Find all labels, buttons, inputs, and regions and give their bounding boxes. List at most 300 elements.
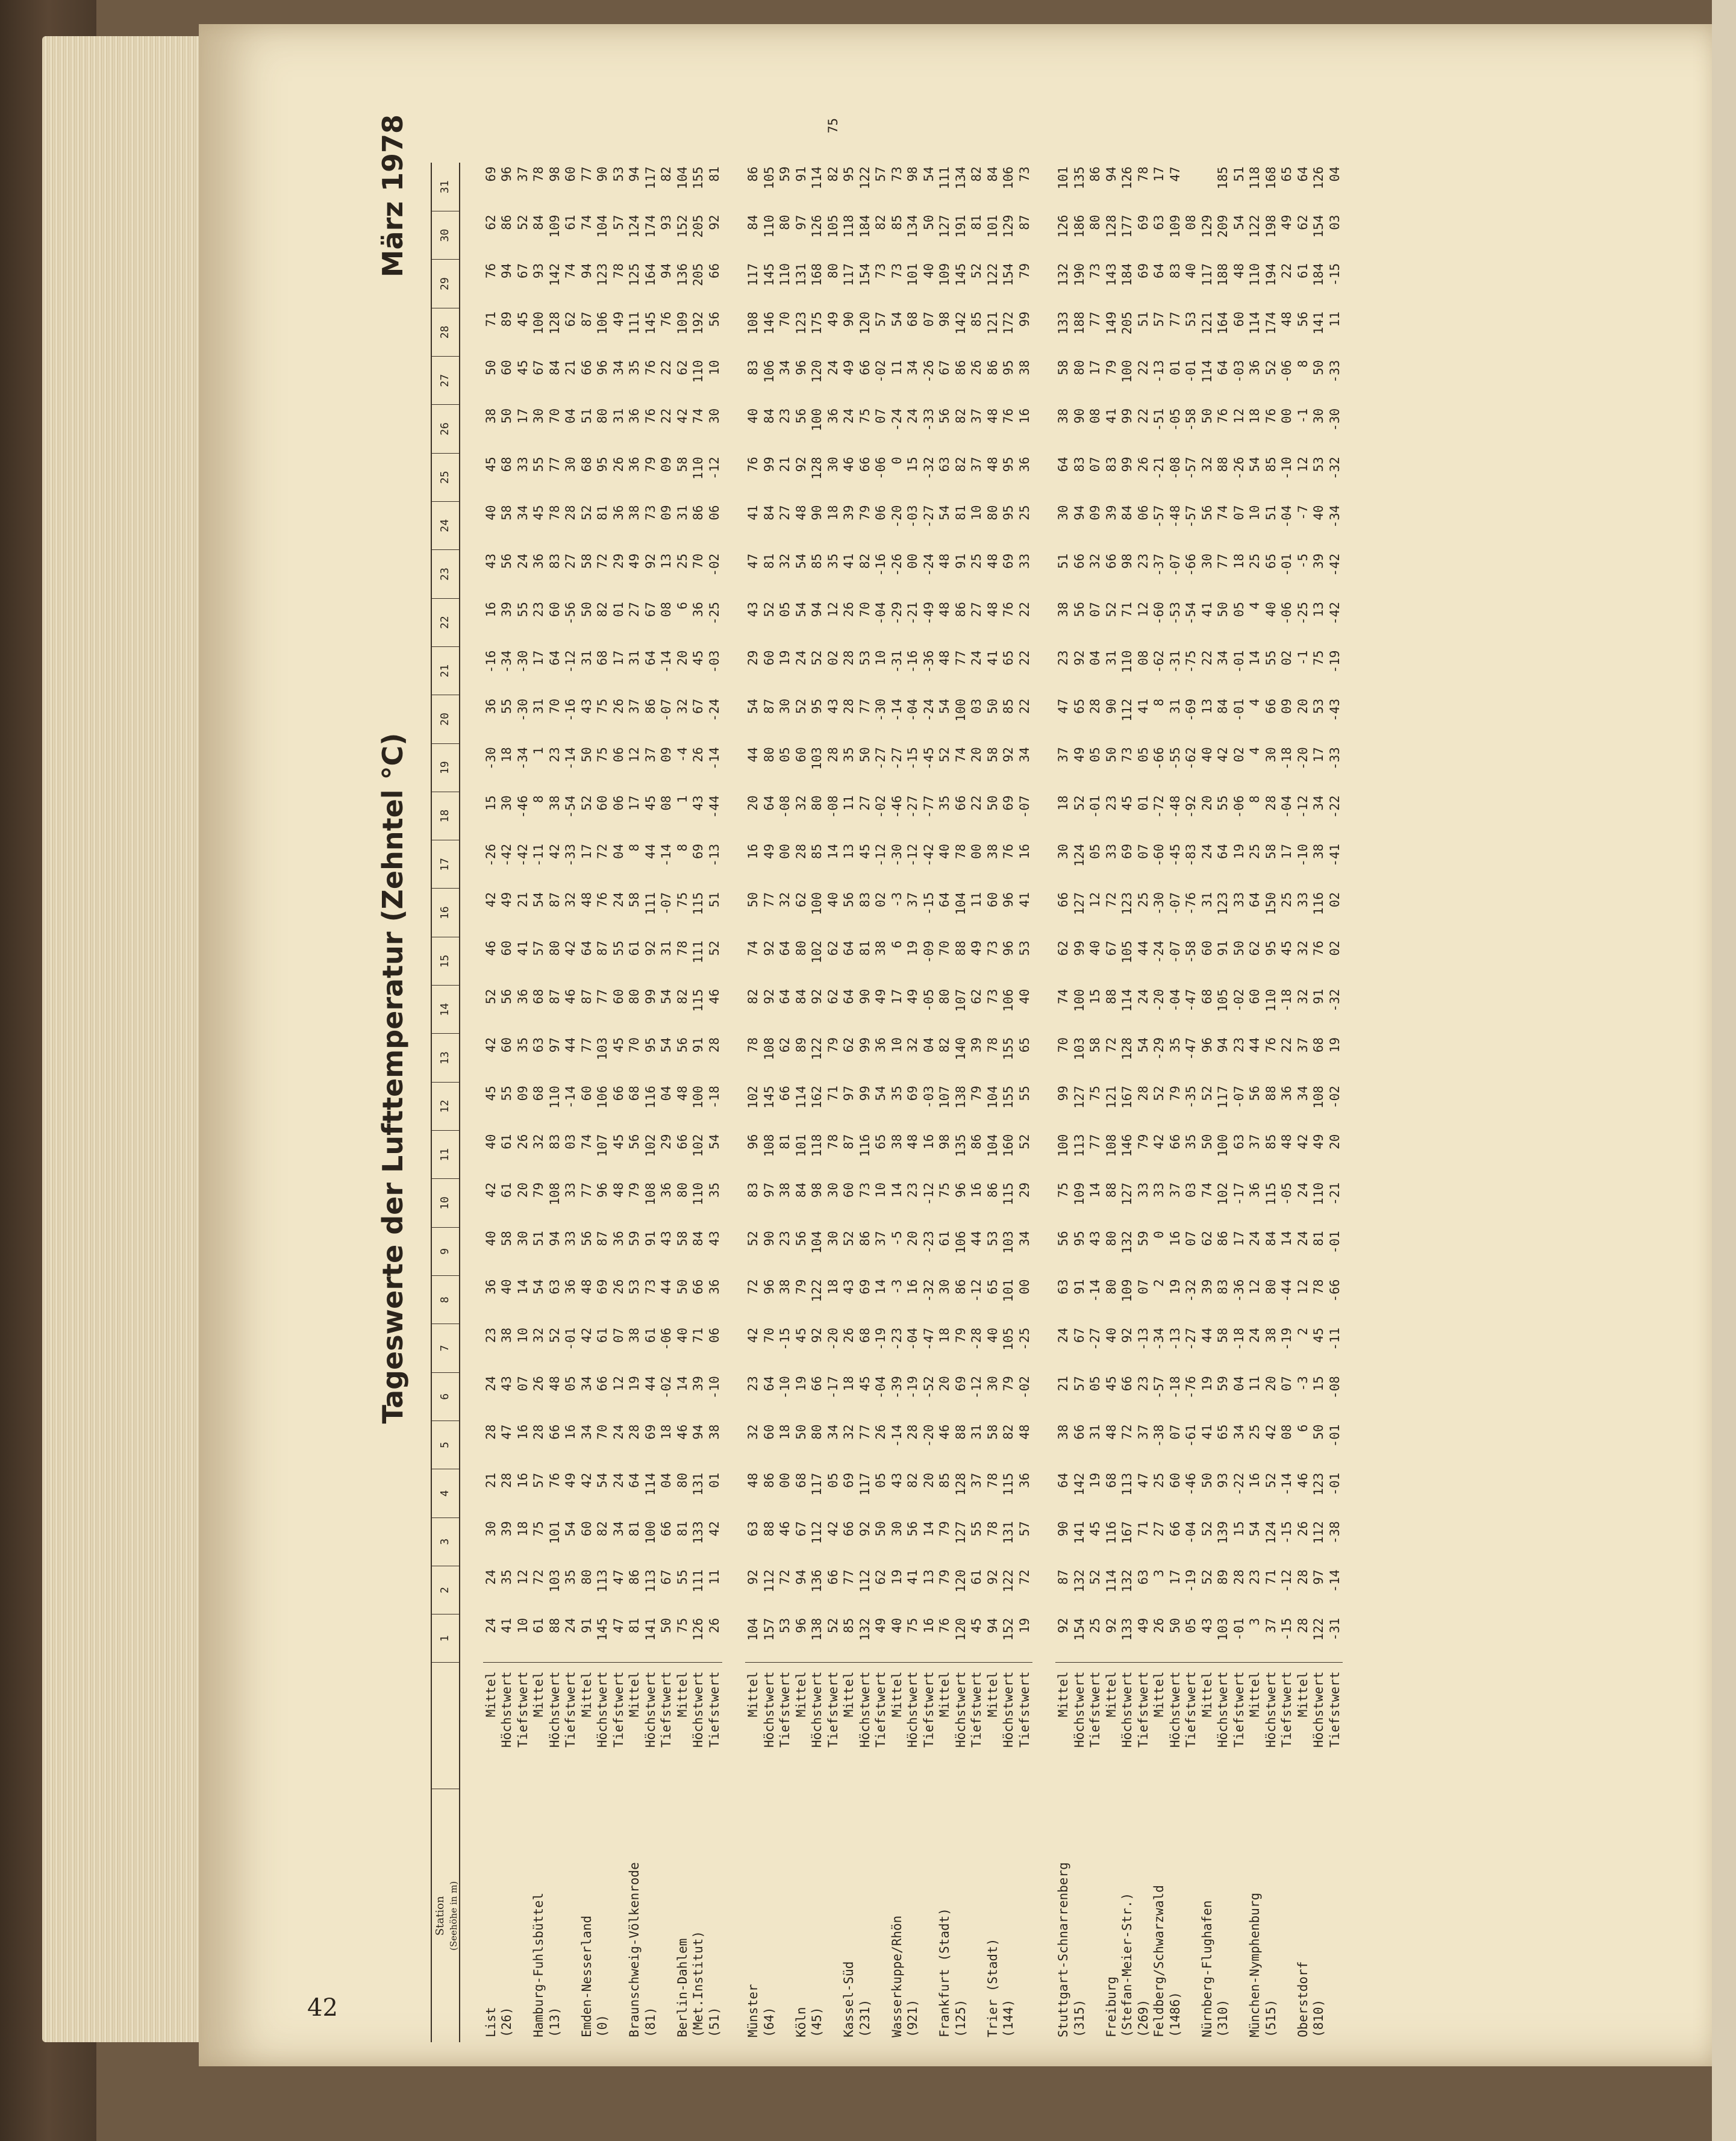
value-cell: 28 [499, 1472, 514, 1489]
header-day: 31 [431, 163, 460, 211]
value-cell: -38 [1327, 1521, 1342, 1544]
value-cell: 48 [985, 602, 1000, 617]
value-cell: 84 [793, 1182, 808, 1198]
value-cell: 55 [515, 602, 530, 617]
value-cell: 41 [1199, 1424, 1214, 1440]
value-cell: 51 [707, 892, 722, 908]
value-cell: 43 [746, 602, 760, 617]
value-cell: 30 [778, 698, 792, 714]
value-cell: 62 [793, 892, 808, 908]
value-cell: 110 [547, 1086, 562, 1109]
value-cell: 45 [611, 1037, 626, 1053]
value-cell: 34 [1295, 1086, 1310, 1101]
header-day: 23 [431, 550, 460, 598]
value-cell: 56 [793, 1231, 808, 1246]
value-cell: 51 [1263, 505, 1278, 520]
value-cell: 35 [627, 360, 642, 375]
value-cell: 92 [857, 1521, 872, 1537]
value-cell: 66 [1120, 1376, 1134, 1392]
value-cell: 92 [707, 214, 722, 230]
value-cell: 50 [746, 892, 760, 908]
value-cell: 65 [873, 1134, 888, 1149]
value-cell: -14 [1279, 1472, 1294, 1496]
value-cell: 120 [953, 1569, 968, 1593]
value-cell: 22 [969, 795, 984, 811]
value-cell: 184 [1311, 263, 1326, 286]
value-cell: 50 [1199, 408, 1214, 424]
value-cell: 12 [611, 1376, 626, 1392]
value-cell: 68 [1311, 1037, 1326, 1053]
value-cell: -10 [1295, 843, 1310, 867]
value-cell: 84 [531, 214, 546, 230]
value-cell: 104 [746, 1617, 760, 1641]
value-cell: 43 [499, 1376, 514, 1392]
value-cell: 62 [1199, 1231, 1214, 1246]
value-cell: 86 [761, 1472, 776, 1489]
value-cell: 99 [1120, 457, 1134, 472]
value-cell: 42 [675, 408, 690, 424]
value-cell: 90 [857, 989, 872, 1004]
value-cell: 55 [611, 940, 626, 956]
value-cell: 16 [1167, 1231, 1182, 1246]
value-cell: 43 [483, 553, 498, 569]
value-cell: 120 [857, 311, 872, 335]
table-row [1017, 114, 1033, 2042]
value-cell: 30 [531, 408, 546, 424]
value-cell: -34 [1327, 505, 1342, 528]
value-cell: 85 [1263, 1134, 1278, 1149]
value-cell: 23 [1135, 553, 1151, 569]
value-cell: -42 [1327, 553, 1342, 577]
value-cell: 98 [905, 166, 920, 182]
value-cell: 83 [746, 360, 760, 375]
value-cell: 76 [643, 360, 658, 375]
value-cell: 14 [889, 1182, 904, 1198]
value-cell: 17 [1311, 747, 1326, 763]
value-cell: 61 [499, 1182, 514, 1198]
value-cell: 112 [761, 1569, 776, 1593]
value-cell: 50 [1216, 602, 1230, 617]
value-cell: 51 [1135, 311, 1151, 327]
value-cell: 38 [985, 843, 1000, 859]
station-cell: Stuttgart-Schnarrenberg [1056, 1862, 1070, 2037]
value-cell: 86 [953, 602, 968, 617]
value-cell: 64 [841, 989, 856, 1004]
value-cell: 24 [611, 1424, 626, 1440]
table-row [1104, 114, 1120, 2042]
value-cell: 73 [873, 263, 888, 279]
value-cell: 76 [595, 892, 610, 908]
value-cell: 58 [579, 553, 594, 569]
value-cell: -76 [1184, 892, 1198, 915]
value-cell: 109 [937, 263, 952, 286]
value-cell: 77 [595, 989, 610, 1004]
value-cell: -14 [889, 1424, 904, 1448]
value-cell: 94 [810, 602, 824, 617]
value-cell: -16 [563, 698, 578, 722]
value-cell: -45 [1167, 843, 1182, 867]
value-cell: 60 [1231, 311, 1246, 327]
header-type [431, 1663, 460, 1789]
value-cell: 6 [675, 602, 690, 610]
value-cell: 16 [905, 1279, 920, 1295]
value-cell: 123 [793, 311, 808, 335]
value-cell: 13 [1311, 602, 1326, 617]
value-cell: 00 [969, 843, 984, 859]
value-cell: -26 [1231, 457, 1246, 480]
value-cell: 128 [1104, 214, 1119, 238]
value-cell: 31 [1088, 1424, 1102, 1440]
value-cell: 31 [1104, 650, 1119, 666]
value-cell: 87 [595, 1231, 610, 1246]
value-cell: 45 [483, 457, 498, 472]
value-cell: -19 [873, 1327, 888, 1351]
value-cell: 53 [985, 1231, 1000, 1246]
value-type-cell: Mittel [1151, 1663, 1167, 1789]
value-cell: 85 [1263, 457, 1278, 472]
value-cell: 25 [1017, 505, 1032, 520]
value-cell: 17 [627, 795, 642, 811]
value-cell: 37 [969, 1472, 984, 1489]
value-cell: 0 [889, 457, 904, 464]
value-cell: 09 [659, 457, 673, 472]
value-cell: 64 [1056, 1472, 1070, 1489]
value-cell: 01 [1167, 360, 1182, 375]
value-cell: 98 [810, 1182, 824, 1198]
value-cell: 13 [1199, 698, 1214, 714]
value-cell: 68 [531, 989, 546, 1004]
value-cell: -22 [1327, 795, 1342, 819]
value-cell: 80 [937, 989, 952, 1004]
value-cell: 84 [1216, 698, 1230, 714]
station-cell: (13) [547, 2007, 562, 2037]
station-cell [658, 1789, 675, 2042]
value-cell: 48 [1017, 1424, 1032, 1440]
value-cell: 23 [778, 408, 792, 424]
value-cell: -17 [1231, 1182, 1246, 1205]
value-cell: 186 [1072, 214, 1087, 238]
value-cell: 97 [1311, 1569, 1326, 1585]
value-cell: 50 [921, 214, 936, 230]
value-cell: 114 [1120, 989, 1134, 1012]
value-cell: -28 [969, 1327, 984, 1351]
value-cell: 16 [515, 1424, 530, 1440]
value-cell: 106 [761, 360, 776, 383]
value-cell: 34 [579, 1424, 594, 1440]
value-cell: 87 [579, 989, 594, 1004]
value-cell: 31 [969, 1424, 984, 1440]
value-cell: 16 [563, 1424, 578, 1440]
value-cell: 19 [793, 1376, 808, 1392]
value-cell: 122 [857, 166, 872, 190]
value-cell: 96 [499, 166, 514, 182]
value-cell: 80 [761, 747, 776, 763]
value-cell: -23 [889, 1327, 904, 1351]
value-cell: -27 [1088, 1327, 1102, 1351]
value-cell: 76 [1263, 408, 1278, 424]
value-cell: 114 [643, 1472, 658, 1496]
value-cell: 19 [1327, 1037, 1342, 1053]
value-cell: 06 [1135, 505, 1151, 520]
station-cell: (515) [1263, 1999, 1278, 2037]
value-cell: 47 [1135, 1472, 1151, 1489]
value-cell: 04 [563, 408, 578, 424]
table-row [515, 114, 531, 2042]
value-cell: 28 [793, 843, 808, 859]
value-cell: 99 [643, 989, 658, 1004]
table-row [1183, 114, 1199, 2042]
value-cell: -29 [889, 602, 904, 625]
value-cell: 91 [691, 1037, 705, 1053]
value-cell: 100 [691, 1086, 705, 1109]
station-cell: (0) [595, 2014, 610, 2037]
value-cell: 54 [793, 602, 808, 617]
table-row [825, 114, 841, 2042]
value-cell: -19 [1327, 650, 1342, 674]
value-cell: 55 [1216, 795, 1230, 811]
value-cell: 64 [1295, 166, 1310, 182]
value-cell: 56 [579, 1231, 594, 1246]
station-cell: Emden-Nesserland [579, 1915, 594, 2037]
value-cell: 154 [1311, 214, 1326, 238]
value-cell: 66 [1072, 1424, 1087, 1440]
value-cell: 45 [515, 311, 530, 327]
value-cell: 99 [1120, 408, 1134, 424]
value-cell: -12 [921, 1182, 936, 1205]
value-cell: 103 [1001, 1231, 1016, 1254]
value-cell: 67 [691, 698, 705, 714]
value-cell: 28 [841, 698, 856, 714]
value-cell: 31 [675, 505, 690, 520]
value-cell: 80 [595, 408, 610, 424]
value-cell: 65 [1216, 1424, 1230, 1440]
value-cell: 05 [1088, 747, 1102, 763]
value-cell: 54 [746, 698, 760, 714]
value-cell: -12 [1295, 795, 1310, 819]
value-cell: 27 [969, 602, 984, 617]
page-title: Tageswerte der Lufttemperatur (Zehntel °C) [376, 733, 409, 1424]
value-cell: 64 [761, 795, 776, 811]
value-cell: 47 [499, 1424, 514, 1440]
value-cell: 36 [611, 505, 626, 520]
value-cell: 113 [1072, 1134, 1087, 1157]
value-cell: 46 [563, 989, 578, 1004]
value-cell: 76 [937, 1617, 952, 1633]
value-cell: 55 [675, 1569, 690, 1585]
value-cell: 31 [627, 650, 642, 666]
value-cell: -66 [1327, 1279, 1342, 1302]
value-cell: 73 [985, 940, 1000, 956]
value-cell: 100 [1056, 1134, 1070, 1157]
value-cell: -05 [1279, 1182, 1294, 1205]
value-cell: 124 [1072, 843, 1087, 867]
value-cell: 99 [857, 1086, 872, 1101]
value-cell: 82 [675, 989, 690, 1004]
value-cell: 66 [1072, 553, 1087, 569]
value-cell: 26 [1135, 457, 1151, 472]
value-cell: -14 [659, 650, 673, 674]
value-cell: 28 [563, 505, 578, 520]
header-day: 9 [431, 1227, 460, 1275]
value-cell: 70 [937, 940, 952, 956]
value-cell: 07 [1279, 1376, 1294, 1392]
value-cell: 184 [857, 214, 872, 238]
value-cell: 46 [937, 1424, 952, 1440]
value-cell: 30 [499, 795, 514, 811]
value-cell: 73 [1088, 263, 1102, 279]
value-cell: 141 [1072, 1521, 1087, 1544]
value-cell: -34 [1152, 1327, 1166, 1351]
value-cell: 108 [643, 1182, 658, 1205]
value-cell: 88 [1104, 1182, 1119, 1198]
value-cell: 48 [1104, 1424, 1119, 1440]
value-cell: 115 [691, 892, 705, 915]
value-cell: 24 [1056, 1327, 1070, 1343]
value-cell: 30 [1056, 843, 1070, 859]
value-cell: 52 [1263, 360, 1278, 375]
value-cell: 128 [1120, 1037, 1134, 1060]
value-cell: 16 [1247, 1472, 1262, 1489]
value-cell: 44 [1135, 940, 1151, 956]
value-cell: 91 [793, 166, 808, 182]
header-day: 13 [431, 1034, 460, 1082]
value-cell: 20 [746, 795, 760, 811]
value-type-cell: Höchstwert [643, 1663, 659, 1789]
value-cell: -33 [921, 408, 936, 431]
value-cell: 48 [1279, 311, 1294, 327]
value-cell: 154 [857, 263, 872, 286]
value-cell: 79 [1104, 360, 1119, 375]
value-cell: 07 [921, 311, 936, 327]
value-cell: 28 [531, 1424, 546, 1440]
value-cell: 88 [1104, 989, 1119, 1004]
value-cell: 33 [1152, 1182, 1166, 1198]
value-cell: 87 [579, 311, 594, 327]
value-cell: -5 [1295, 553, 1310, 569]
value-cell: 37 [1263, 1617, 1278, 1633]
value-cell: 104 [985, 1134, 1000, 1157]
value-cell: 52 [1199, 1521, 1214, 1537]
value-cell: 117 [746, 263, 760, 286]
value-cell: 22 [1017, 650, 1032, 666]
group-spacer [460, 114, 483, 2042]
value-cell: -11 [531, 843, 546, 867]
value-cell: 54 [659, 1037, 673, 1053]
value-cell: 73 [643, 1279, 658, 1295]
value-type-cell: Tiefstwert [515, 1663, 531, 1789]
value-cell: 114 [1199, 360, 1214, 383]
value-cell: 87 [841, 1134, 856, 1149]
value-cell: 19 [1231, 843, 1246, 859]
value-cell: 52 [969, 263, 984, 279]
value-cell: 94 [659, 263, 673, 279]
station-cell: Oberstdorf [1295, 1961, 1310, 2037]
value-cell: 54 [595, 1472, 610, 1489]
station-cell [611, 1789, 627, 2042]
value-cell: 48 [793, 505, 808, 520]
value-cell: 24 [1247, 1231, 1262, 1246]
value-cell: 95 [1001, 505, 1016, 520]
value-cell: -15 [921, 892, 936, 915]
table-row [1151, 114, 1167, 2042]
value-cell: 25 [1247, 843, 1262, 859]
value-cell: 52 [579, 505, 594, 520]
value-cell: 40 [889, 1617, 904, 1633]
value-cell: -07 [1017, 795, 1032, 819]
value-cell: 67 [1072, 1327, 1087, 1343]
value-cell: 82 [953, 408, 968, 424]
value-cell: 22 [659, 360, 673, 375]
value-cell: 127 [953, 1521, 968, 1544]
value-cell: 30 [707, 408, 722, 424]
value-cell: -39 [889, 1376, 904, 1399]
value-cell: 75 [1088, 1086, 1102, 1101]
value-cell: 65 [1263, 553, 1278, 569]
value-cell: 22 [1135, 408, 1151, 424]
value-cell: 100 [1216, 1134, 1230, 1157]
value-cell: -36 [1231, 1279, 1246, 1302]
value-cell: -04 [1184, 1521, 1198, 1544]
value-cell: 101 [1056, 166, 1070, 190]
value-cell: 38 [1017, 360, 1032, 375]
value-cell: 76 [1311, 940, 1326, 956]
value-type-cell: Höchstwert [1072, 1663, 1088, 1789]
value-cell: 26 [691, 747, 705, 763]
value-cell: 60 [1199, 940, 1214, 956]
value-cell: 70 [761, 1327, 776, 1343]
value-cell: -32 [1327, 457, 1342, 480]
value-cell: 54 [1247, 1521, 1262, 1537]
value-cell: 92 [1120, 1327, 1134, 1343]
value-cell: 46 [675, 1424, 690, 1440]
value-cell: 30 [825, 1182, 840, 1198]
value-cell: 12 [627, 747, 642, 763]
value-cell: 73 [889, 166, 904, 182]
value-cell: 77 [1088, 311, 1102, 327]
table-row [777, 114, 793, 2042]
value-cell: 66 [1104, 553, 1119, 569]
value-cell: 61 [627, 940, 642, 956]
value-cell: 62 [841, 1037, 856, 1053]
value-cell: -13 [1152, 360, 1166, 383]
value-cell: 102 [810, 940, 824, 964]
value-cell: 20 [1295, 698, 1310, 714]
value-cell: 58 [499, 1231, 514, 1246]
value-cell: 104 [810, 1231, 824, 1254]
value-cell: 143 [1104, 263, 1119, 286]
value-cell: 90 [761, 1231, 776, 1246]
value-cell: 164 [643, 263, 658, 286]
value-cell: 26 [841, 1327, 856, 1343]
value-cell: 84 [761, 505, 776, 520]
value-cell: 52 [793, 698, 808, 714]
value-cell: 62 [825, 989, 840, 1004]
station-cell [1327, 1789, 1343, 2042]
value-cell: -30 [889, 843, 904, 867]
group-spacer [1032, 114, 1055, 2042]
value-type-cell: Tiefstwert [1327, 1663, 1343, 1789]
value-cell: -47 [1184, 989, 1198, 1012]
value-cell: 87 [761, 698, 776, 714]
value-cell: 25 [1135, 892, 1151, 908]
value-cell: 27 [857, 795, 872, 811]
value-cell: 27 [1152, 1521, 1166, 1537]
header-day: 11 [431, 1131, 460, 1179]
value-cell: 54 [921, 166, 936, 182]
value-cell: 75 [1311, 650, 1326, 666]
value-cell: 93 [1216, 1472, 1230, 1489]
value-type-cell: Mittel [1295, 1663, 1311, 1789]
